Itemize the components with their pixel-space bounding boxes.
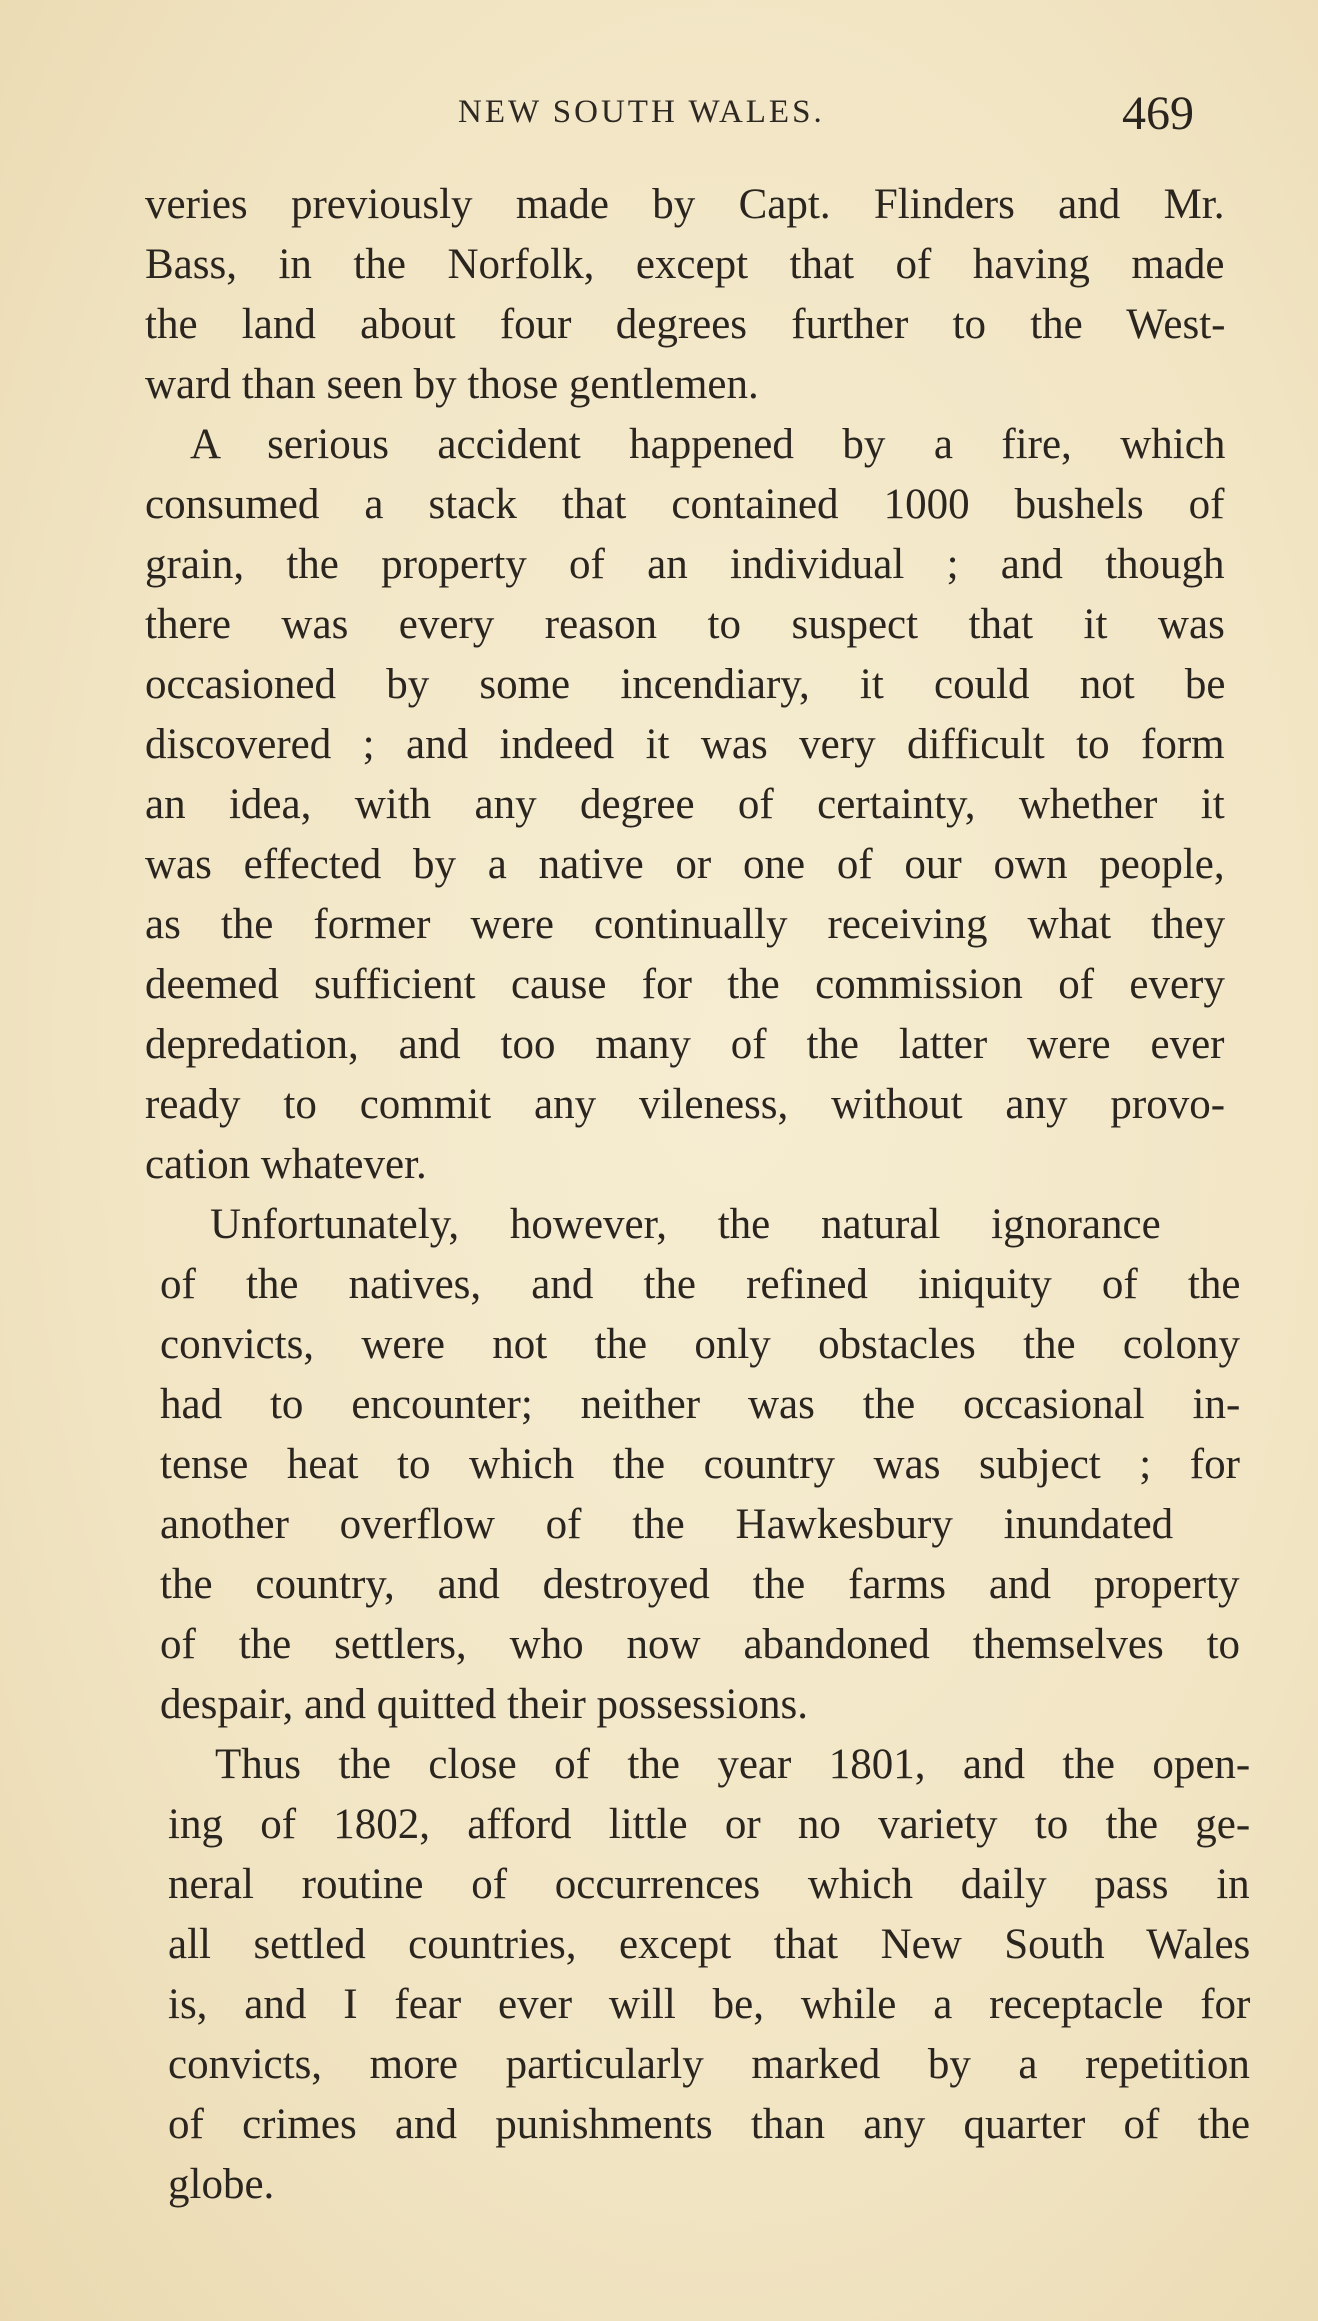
text-line: A serious accident happened by a fire, which xyxy=(190,421,1226,468)
text-line: all settled countries, except that New South Wales xyxy=(168,1921,1251,1968)
text-line: ready to commit any vileness, without any provo- xyxy=(145,1081,1226,1128)
text-line: an idea, with any degree of certainty, whether it xyxy=(145,781,1225,828)
text-line: ing of 1802, afford little or no variety to the ge- xyxy=(168,1801,1251,1848)
text-line: discovered ; and indeed it was very difficult to form xyxy=(145,721,1225,768)
text-line: there was every reason to suspect that it was xyxy=(145,601,1225,648)
text-line: tense heat to which the country was subject ; for xyxy=(160,1441,1240,1488)
text-line: convicts, were not the only obstacles the colony xyxy=(160,1321,1240,1368)
text-line: had to encounter; neither was the occasional in- xyxy=(160,1381,1241,1428)
text-line: grain, the property of an individual ; and though xyxy=(145,541,1225,588)
text-line: neral routine of occurrences which daily pass in xyxy=(168,1861,1250,1908)
text-line: is, and I fear ever will be, while a receptacle for xyxy=(168,1981,1251,2028)
text-line: veries previously made by Capt. Flinders and Mr. xyxy=(145,181,1225,228)
text-line: despair, and quitted their possessions. xyxy=(160,1681,808,1728)
page-number: 469 xyxy=(1122,87,1194,140)
text-line: Unfortunately, however, the natural ignorance xyxy=(210,1201,1161,1248)
running-title: NEW SOUTH WALES. xyxy=(458,94,825,130)
text-line: deemed sufficient cause for the commission of every xyxy=(145,961,1225,1008)
text-line: cation whatever. xyxy=(145,1141,427,1188)
text-line: of the settlers, who now abandoned themselves to xyxy=(160,1621,1241,1668)
text-line: convicts, more particularly marked by a repetition xyxy=(168,2041,1250,2088)
text-line: the country, and destroyed the farms and property xyxy=(160,1561,1240,1608)
text-line: the land about four degrees further to the West- xyxy=(145,301,1226,348)
text-line: depredation, and too many of the latter were ever xyxy=(145,1021,1225,1068)
text-line: globe. xyxy=(168,2161,275,2208)
text-line: of the natives, and the refined iniquity of the xyxy=(160,1261,1241,1308)
text-line: as the former were continually receiving what they xyxy=(145,901,1226,948)
page-header xyxy=(0,86,1318,146)
text-line: was effected by a native or one of our own people, xyxy=(145,841,1225,888)
text-line: occasioned by some incendiary, it could not be xyxy=(145,661,1226,708)
text-line: consumed a stack that contained 1000 bushels of xyxy=(145,481,1225,528)
text-line: ward than seen by those gentlemen. xyxy=(145,361,759,408)
text-line: Thus the close of the year 1801, and the open- xyxy=(215,1741,1251,1788)
text-line: of crimes and punishments than any quarter of the xyxy=(168,2101,1251,2148)
text-line: Bass, in the Norfolk, except that of having made xyxy=(145,241,1225,288)
text-line: another overflow of the Hawkesbury inundated xyxy=(160,1501,1174,1548)
